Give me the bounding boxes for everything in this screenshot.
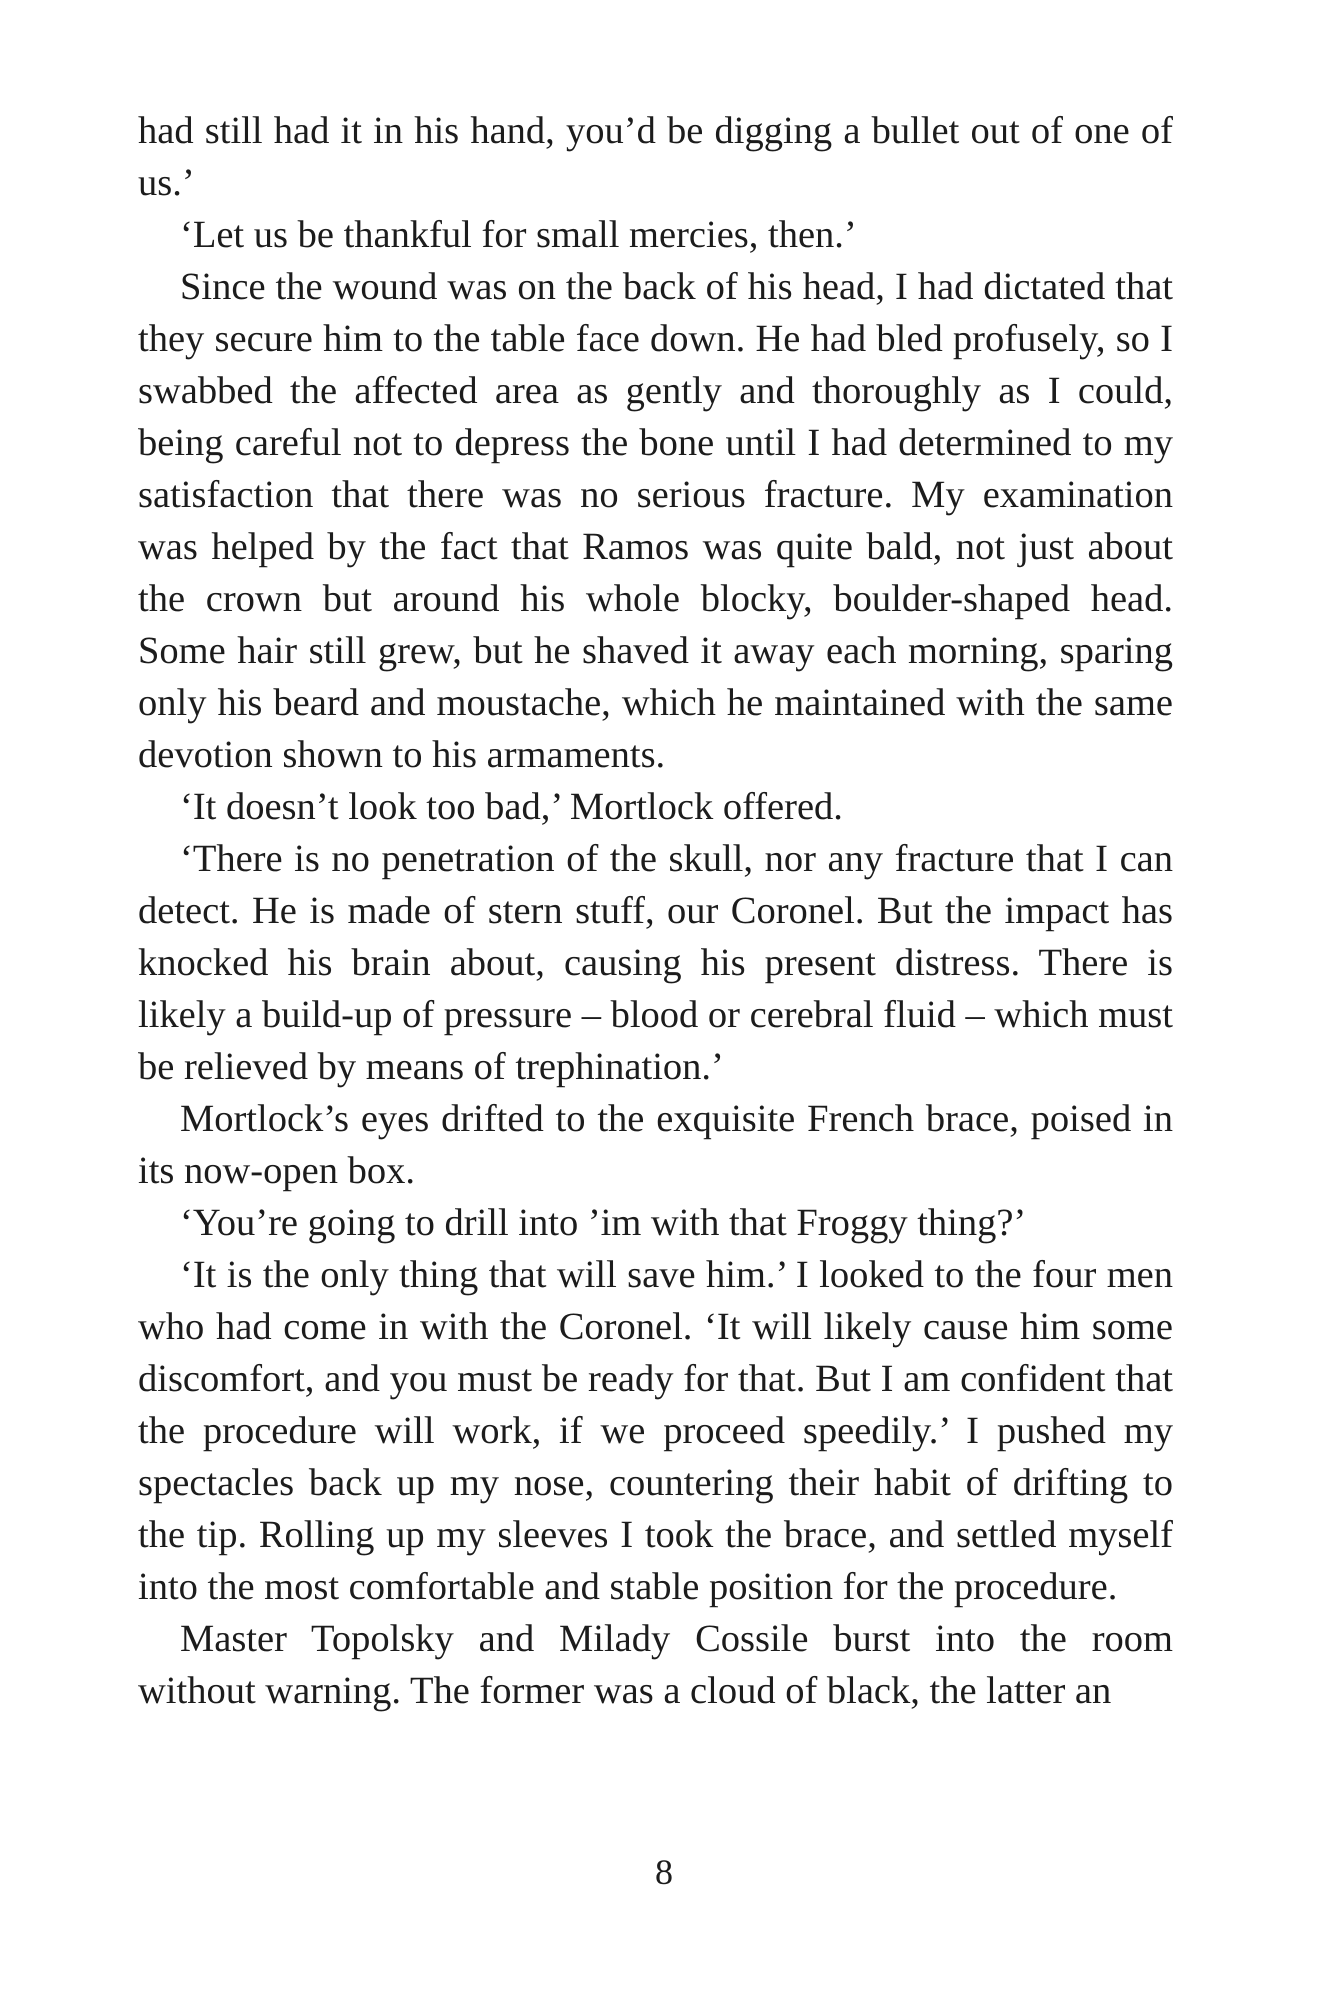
paragraph: ‘It is the only thing that will save him.’ I looked to the four men who had come in with the Coronel. ‘It will likely cause him some discomfort, and you must be ready for that. But I am confident that the procedure will work, if we proceed speedily.’ I pushed my spectacles back up my nose, countering their habit of drifting to the tip. Rolling up my sleeves I took the brace, and settled myself into the most comfortable and stable position for the procedure.: [138, 1254, 1173, 1608]
paragraph: Since the wound was on the back of his head, I had dictated that they secure him to the table face down. He had bled profusely, so I swabbed the affected area as gently and thoroughly as I could, being careful not to depress the bone until I had determined to my satisfaction that there was no serious fracture. My examination was helped by the fact that Ramos was quite bald, not just about the crown but around his whole blocky, boulder-shaped head. Some hair still grew, but he shaved it away each morning, sparing only his beard and moustache, which he maintained with the same devotion shown to his armaments.: [138, 266, 1173, 776]
page-number: 8: [655, 1852, 673, 1892]
paragraph: Mortlock’s eyes drifted to the exquisite French brace, poised in its now-open box.: [138, 1098, 1173, 1192]
paragraph: ‘It doesn’t look too bad,’ Mortlock offered.: [180, 786, 843, 828]
paragraph-continuation: had still had it in his hand, you’d be digging a bullet out of one of us.’: [138, 110, 1173, 204]
paragraph: ‘Let us be thankful for small mercies, then.’: [180, 214, 857, 256]
paragraph: Master Topolsky and Milady Cossile burst into the room without warning. The former was a cloud of black, the latter an: [138, 1618, 1173, 1712]
body-text: [138, 105, 1173, 1717]
paragraph: ‘There is no penetration of the skull, nor any fracture that I can detect. He is made of stern stuff, our Coronel. But the impact has knocked his brain about, causing his present distress. There is likely a build-up of pressure – blood or cerebral fluid – which must be relieved by means of trephination.’: [138, 838, 1173, 1088]
paragraph: ‘You’re going to drill into ’im with that Froggy thing?’: [180, 1202, 1027, 1244]
